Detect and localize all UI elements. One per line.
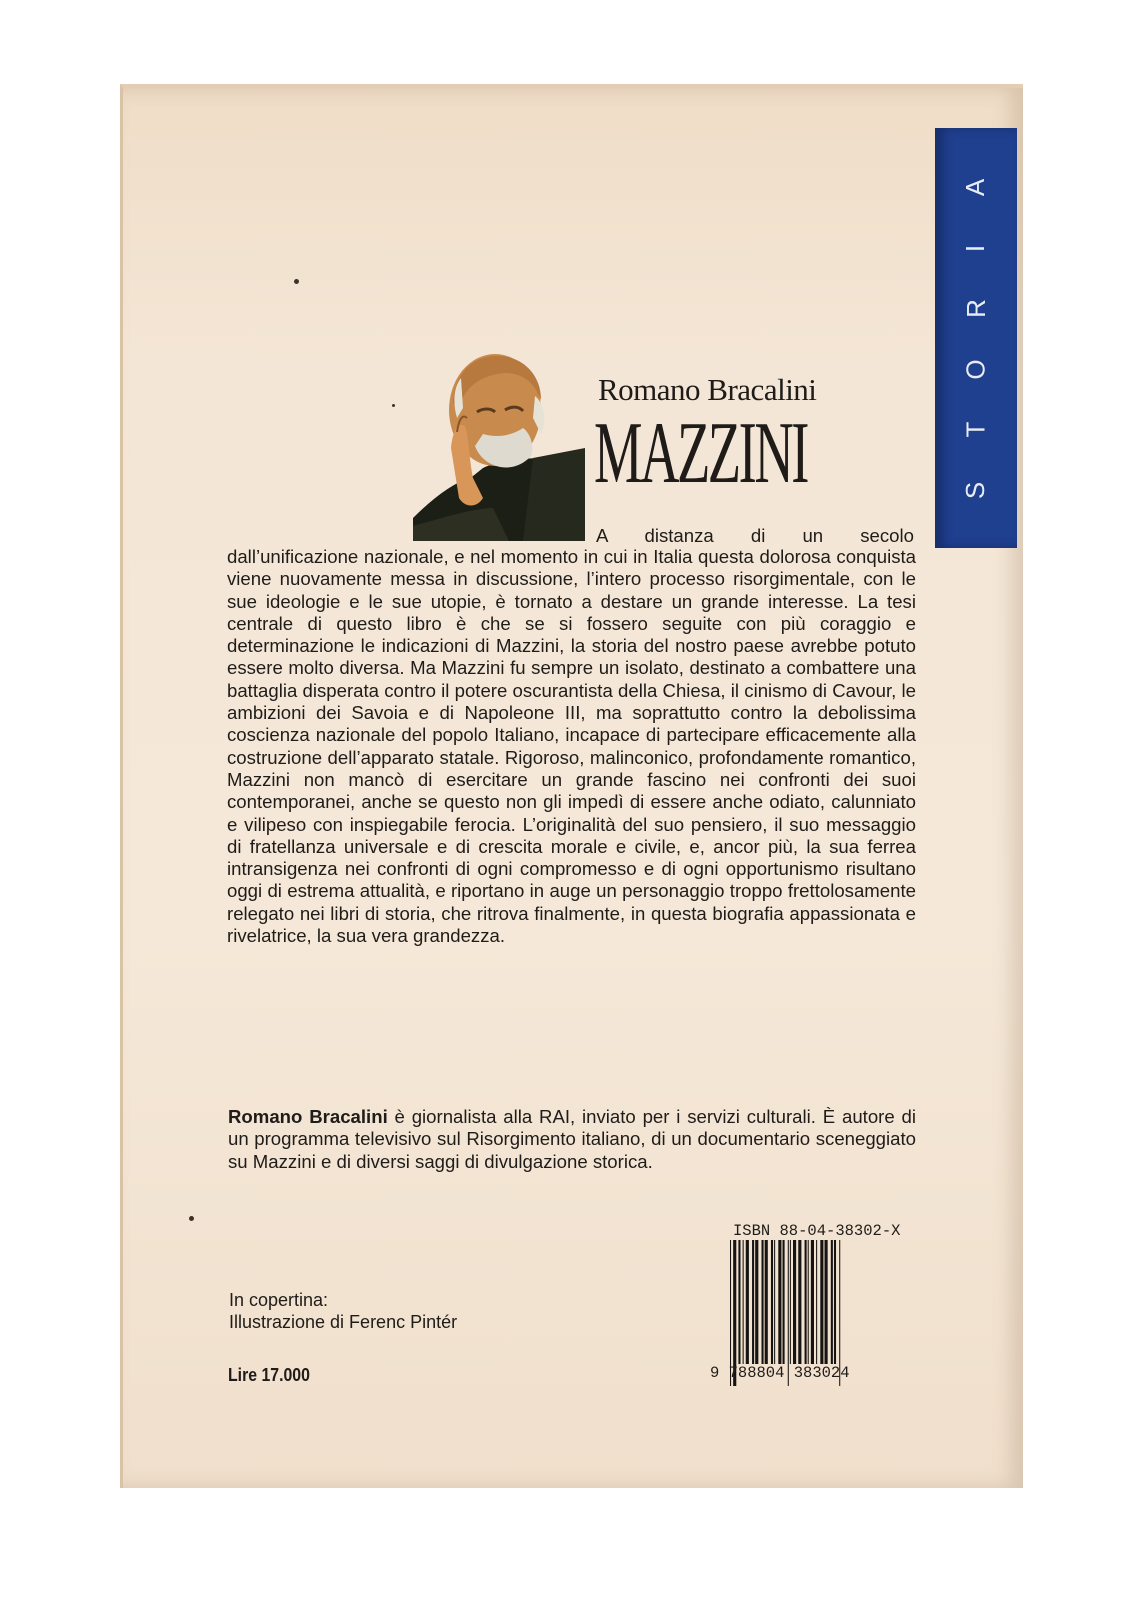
- spine-letter: O: [960, 357, 991, 380]
- author-bio: [228, 1106, 916, 1173]
- spine-letter: A: [960, 177, 991, 197]
- barcode-bar: [752, 1240, 754, 1364]
- paper-speck: [189, 1216, 194, 1221]
- barcode-digits: 9 788804 383024: [710, 1364, 850, 1382]
- author-bio-text: è giornalista alla RAI, inviato per i servizi culturali. È autore di un programma televisivo sul Risorgimento italiano, di un documentario sceneggiato su Mazzini e di diversi saggi di divulgazione storica.: [228, 1106, 916, 1172]
- author-name: Romano Bracalini: [598, 372, 817, 407]
- cover-credit-illustrator: Illustrazione di Ferenc Pintér: [229, 1312, 458, 1332]
- barcode-bar: [793, 1240, 796, 1364]
- barcode-bar: [834, 1240, 836, 1364]
- barcode-bar: [831, 1240, 833, 1364]
- cover-credit-label: In copertina:: [229, 1290, 329, 1310]
- mazzini-portrait-illustration: [413, 348, 585, 541]
- barcode-bar: [808, 1240, 809, 1364]
- description-first-line: A distanza di un secolo: [596, 525, 914, 546]
- barcode-bar: [746, 1240, 749, 1364]
- isbn-label: ISBN 88-04-38302-X: [733, 1222, 901, 1240]
- barcode-bar: [783, 1240, 785, 1364]
- spine-band: [935, 128, 1017, 548]
- barcode-bar: [825, 1240, 828, 1364]
- spine-letter: I: [960, 242, 991, 252]
- barcode-bar: [816, 1240, 817, 1364]
- price: Lire 17.000: [228, 1365, 310, 1385]
- barcode-bar: [755, 1240, 758, 1364]
- spine-letter: T: [960, 419, 991, 438]
- barcode-bar: [820, 1240, 823, 1364]
- barcode-bar: [805, 1240, 807, 1364]
- barcode-bar: [774, 1240, 775, 1364]
- barcode-bar: [743, 1240, 744, 1364]
- spine-label: [935, 128, 1017, 548]
- barcode-bar: [765, 1240, 768, 1364]
- barcode-bar: [762, 1240, 764, 1364]
- barcode-bar: [738, 1240, 740, 1364]
- barcode-bar: [790, 1240, 791, 1364]
- paper-speck: [294, 279, 299, 284]
- cover-credit: [229, 1289, 629, 1333]
- spine-letter: S: [960, 479, 991, 499]
- barcode-bar: [771, 1240, 773, 1364]
- barcode-bar: [778, 1240, 781, 1364]
- barcode-bar: [811, 1240, 814, 1364]
- spine-letter: R: [960, 297, 991, 319]
- paper-speck: [392, 404, 395, 407]
- description-body: dall’unificazione nazionale, e nel momento in cui in Italia questa dolorosa conquista viene nuovamente messa in discussione, l’intero processo risorgimentale, con le sue ideologie e le sue utopie, è tornato a destare un grande interesse. La tesi centrale di questo libro è che se si fossero seguite con più coraggio e determinazione le indicazioni di Mazzini, la storia del nostro paese avrebbe potuto essere molto diversa. Ma Mazzini fu sempre un isolato, destinato a combattere una battaglia disperata contro il potere oscurantista della Chiesa, il cinismo di Cavour, le ambizioni dei Savoia e di Napoleone III, ma soprattutto contro la debolissima coscienza nazionale del popolo Italiano, incapace di partecipare efficacemente alla costruzione dell’apparato statale. Rigoroso, malinconico, profondamente romantico, Mazzini non mancò di esercitare un grande fascino nei confronti dei suoi contemporanei, anche se questo non gli impedì di essere anche odiato, calunniato e vilipeso con inspiegabile ferocia. L’originalità del suo pensiero, il suo messaggio di fratellanza universale e di crescita morale e civile, e, ancor più, la sua ferrea intransigenza nei confronti di ogni compromesso e di ogni opportunismo risultano oggi di estrema attualità, e riportano in auge un personaggio troppo frettolosamente relegato nei libri di storia, che ritrova finalmente, in questa biografia appassionata e rivelatrice, la sua vera grandezza.: [227, 546, 916, 947]
- barcode-bar: [798, 1240, 801, 1364]
- book-title: MAZZINI: [594, 405, 807, 502]
- author-bio-name: Romano Bracalini: [228, 1106, 388, 1127]
